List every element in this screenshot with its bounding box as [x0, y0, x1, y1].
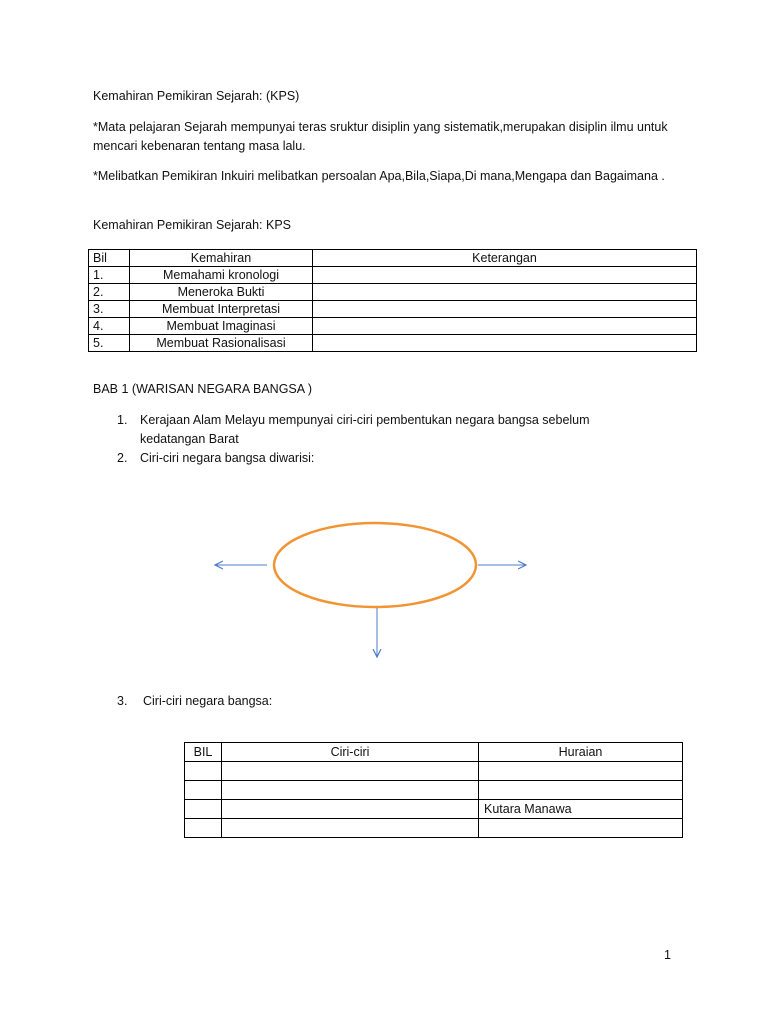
table-header-row [185, 743, 683, 762]
list-text: Ciri-ciri negara bangsa diwarisi: [140, 451, 315, 465]
paragraph-inkuiri: *Melibatkan Pemikiran Inkuiri melibatkan persoalan Apa,Bila,Siapa,Di mana,Mengapa dan Bagaimana . [93, 169, 665, 183]
cell-bil: 4. [89, 318, 130, 335]
table-header-row [89, 250, 697, 267]
header-keterangan: Keterangan [313, 250, 697, 267]
list-number: 3. [117, 694, 128, 708]
cell-huraian [479, 781, 683, 800]
cell-keterangan [313, 267, 697, 284]
cell-ciri [222, 762, 479, 781]
table-row [89, 335, 697, 352]
list-text: Ciri-ciri negara bangsa: [143, 694, 273, 708]
cell-keterangan [313, 284, 697, 301]
cell-bil [185, 781, 222, 800]
cell-ciri [222, 781, 479, 800]
cell-kemahiran: Membuat Rasionalisasi [130, 335, 313, 352]
table-row [185, 762, 683, 781]
cell-kemahiran: Membuat Interpretasi [130, 301, 313, 318]
list-item [93, 411, 653, 449]
cell-keterangan [313, 335, 697, 352]
header-ciri-ciri: Ciri-ciri [222, 743, 479, 762]
cell-ciri [222, 800, 479, 819]
chapter-title: BAB 1 (WARISAN NEGARA BANGSA ) [93, 382, 313, 396]
list-number: 1. [117, 413, 128, 427]
numbered-list [93, 411, 653, 468]
kps-table [88, 249, 697, 352]
cell-bil [185, 800, 222, 819]
ciri-table [184, 742, 683, 838]
cell-huraian [479, 762, 683, 781]
heading-kps-table: Kemahiran Pemikiran Sejarah: KPS [93, 218, 292, 232]
table-row [89, 267, 697, 284]
header-kemahiran: Kemahiran [130, 250, 313, 267]
page-number: 1 [664, 948, 671, 962]
paragraph-disiplin: *Mata pelajaran Sejarah mempunyai teras sruktur disiplin yang sistematik,merupakan disiplin ilmu untuk mencari kebenaran tentang masa lalu. [93, 120, 668, 153]
cell-kemahiran: Membuat Imaginasi [130, 318, 313, 335]
cell-huraian: Kutara Manawa [479, 800, 683, 819]
cell-kemahiran: Meneroka Bukti [130, 284, 313, 301]
cell-bil: 5. [89, 335, 130, 352]
cell-bil: 3. [89, 301, 130, 318]
table-row [89, 318, 697, 335]
cell-kemahiran: Memahami kronologi [130, 267, 313, 284]
table-row [89, 284, 697, 301]
table-row [89, 301, 697, 318]
table-row [185, 800, 683, 819]
table-row [185, 819, 683, 838]
cell-keterangan [313, 301, 697, 318]
mind-map-diagram [205, 510, 535, 665]
header-huraian: Huraian [479, 743, 683, 762]
header-bil: Bil [89, 250, 130, 267]
header-bil: BIL [185, 743, 222, 762]
center-ellipse [274, 523, 476, 607]
cell-ciri [222, 819, 479, 838]
cell-bil [185, 819, 222, 838]
table-row [185, 781, 683, 800]
list-text: Kerajaan Alam Melayu mempunyai ciri-ciri pembentukan negara bangsa sebelum kedatangan Barat [140, 413, 590, 446]
cell-bil: 1. [89, 267, 130, 284]
cell-bil: 2. [89, 284, 130, 301]
list-number: 2. [117, 451, 128, 465]
cell-keterangan [313, 318, 697, 335]
heading-kps: Kemahiran Pemikiran Sejarah: (KPS) [93, 89, 300, 103]
cell-bil [185, 762, 222, 781]
list-item [93, 449, 653, 468]
cell-huraian [479, 819, 683, 838]
